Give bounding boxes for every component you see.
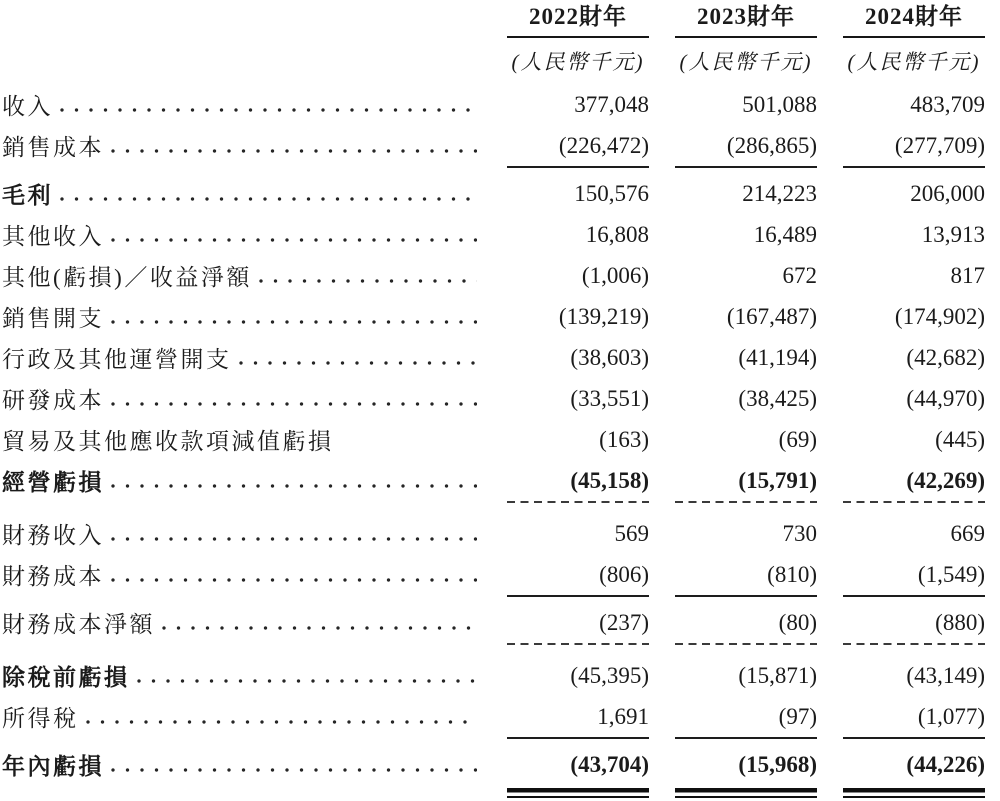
row-label-cell <box>2 464 481 497</box>
column-header-fy2023: 2023財年 <box>675 0 817 38</box>
table-row <box>2 84 985 125</box>
row-label-cell <box>2 129 481 162</box>
column-rule <box>507 595 649 597</box>
dot-leader <box>341 426 478 449</box>
table-row <box>2 125 985 166</box>
column-rule <box>675 643 817 645</box>
row-value-fy2022: (38,603) <box>570 344 649 370</box>
row-value-fy2022: (226,472) <box>558 132 649 158</box>
row-value-fy2023: (69) <box>778 426 817 452</box>
row-value-fy2023: 501,088 <box>742 91 817 117</box>
column-rule <box>843 643 985 645</box>
column-rule <box>843 595 985 597</box>
table-body <box>2 84 985 801</box>
row-value-fy2022: (163) <box>599 426 649 452</box>
table-row <box>2 655 985 696</box>
table-row <box>2 214 985 255</box>
dot-leader <box>60 91 477 114</box>
row-label-cell <box>2 659 481 692</box>
rule-row <box>2 595 985 602</box>
table-row <box>2 696 985 737</box>
dot-leader <box>111 221 477 244</box>
row-value-fy2024: (1,077) <box>917 703 985 729</box>
column-rule <box>843 737 985 739</box>
row-label: 經營虧損 <box>2 470 104 495</box>
dot-leader <box>111 132 477 155</box>
column-rule <box>843 788 985 799</box>
row-value-fy2022: (33,551) <box>570 385 649 411</box>
column-header-fy2022: 2022財年 <box>507 0 649 38</box>
column-header-fy2024: 2024財年 <box>843 0 985 38</box>
table-row <box>2 296 985 337</box>
column-rule <box>843 166 985 168</box>
row-label: 毛利 <box>2 183 53 208</box>
row-value-fy2024: 483,709 <box>910 91 985 117</box>
row-label-cell <box>2 606 481 639</box>
unit-note-fy2023: (人民幣千元) <box>679 50 813 74</box>
column-rule <box>507 788 649 799</box>
row-value-fy2023: (38,425) <box>738 385 817 411</box>
row-label-cell <box>2 300 481 333</box>
row-value-fy2024: 669 <box>950 520 985 546</box>
table-row <box>2 419 985 460</box>
row-value-fy2023: (80) <box>778 609 817 635</box>
row-value-fy2023: (41,194) <box>738 344 817 370</box>
row-label-cell <box>2 382 481 415</box>
dot-leader <box>239 344 478 367</box>
row-value-fy2024: (44,970) <box>906 385 985 411</box>
row-label: 銷售成本 <box>2 135 104 160</box>
row-label-cell <box>2 218 481 251</box>
column-rule <box>675 595 817 597</box>
rule-row <box>2 643 985 655</box>
row-label: 除稅前虧損 <box>2 665 130 690</box>
row-value-fy2023: (15,871) <box>738 662 817 688</box>
row-value-fy2024: (277,709) <box>894 132 985 158</box>
row-value-fy2022: 377,048 <box>574 91 649 117</box>
table-row <box>2 460 985 501</box>
unit-note-fy2022: (人民幣千元) <box>511 50 645 74</box>
column-rule <box>843 501 985 503</box>
dot-leader <box>60 180 477 203</box>
row-label-cell <box>2 177 481 210</box>
row-label-cell <box>2 341 481 374</box>
row-label: 研發成本 <box>2 388 104 413</box>
table-row <box>2 255 985 296</box>
row-value-fy2024: 817 <box>950 262 985 288</box>
row-value-fy2022: (237) <box>599 609 649 635</box>
dot-leader <box>111 520 477 543</box>
row-value-fy2022: 569 <box>614 520 649 546</box>
column-rule <box>675 166 817 168</box>
row-label: 其他(虧損)／收益淨額 <box>2 265 252 290</box>
table-row <box>2 378 985 419</box>
row-value-fy2022: (45,395) <box>570 662 649 688</box>
column-rule <box>675 788 817 799</box>
row-label: 收入 <box>2 94 53 119</box>
row-label: 銷售開支 <box>2 306 104 331</box>
row-label: 行政及其他運營開支 <box>2 347 232 372</box>
dot-leader <box>259 262 477 285</box>
rule-row <box>2 501 985 513</box>
dot-leader <box>86 703 478 726</box>
row-value-fy2023: (286,865) <box>726 132 817 158</box>
column-rule <box>675 737 817 739</box>
row-value-fy2024: (42,269) <box>906 467 985 493</box>
dot-leader <box>111 467 477 490</box>
row-value-fy2024: (445) <box>935 426 985 452</box>
row-value-fy2022: 16,808 <box>585 221 649 247</box>
row-value-fy2024: (1,549) <box>917 561 985 587</box>
rule-row <box>2 737 985 744</box>
table-row <box>2 513 985 554</box>
dot-leader <box>111 303 477 326</box>
row-label: 貿易及其他應收款項減值虧損 <box>2 429 334 454</box>
row-value-fy2023: (15,968) <box>738 751 817 777</box>
rule-row <box>2 166 985 173</box>
row-value-fy2024: 206,000 <box>910 180 985 206</box>
dot-leader <box>137 662 478 685</box>
row-label: 財務成本 <box>2 564 104 589</box>
row-label-cell <box>2 88 481 121</box>
row-value-fy2022: (45,158) <box>570 467 649 493</box>
row-value-fy2022: 150,576 <box>574 180 649 206</box>
column-rule <box>507 501 649 503</box>
row-label-cell <box>2 558 481 591</box>
dot-leader <box>111 561 477 584</box>
unit-note-fy2024: (人民幣千元) <box>847 50 981 74</box>
row-value-fy2024: (42,682) <box>906 344 985 370</box>
column-rule <box>507 643 649 645</box>
table-row <box>2 173 985 214</box>
row-value-fy2022: (139,219) <box>558 303 649 329</box>
column-rule <box>675 501 817 503</box>
row-value-fy2023: (15,791) <box>738 467 817 493</box>
row-label: 財務成本淨額 <box>2 612 155 637</box>
row-label: 所得稅 <box>2 706 79 731</box>
dot-leader <box>162 609 477 632</box>
dot-leader <box>111 751 477 774</box>
row-value-fy2024: (174,902) <box>894 303 985 329</box>
row-value-fy2024: (44,226) <box>906 751 985 777</box>
table-row <box>2 337 985 378</box>
row-label: 年內虧損 <box>2 754 104 779</box>
row-label-cell <box>2 423 481 456</box>
table-unit-row <box>2 38 985 84</box>
row-value-fy2024: (43,149) <box>906 662 985 688</box>
row-value-fy2023: (810) <box>767 561 817 587</box>
column-rule <box>507 166 649 168</box>
row-value-fy2023: 730 <box>782 520 817 546</box>
row-value-fy2024: 13,913 <box>921 221 985 247</box>
row-value-fy2023: (167,487) <box>726 303 817 329</box>
row-label: 其他收入 <box>2 224 104 249</box>
row-label-cell <box>2 748 481 781</box>
table-row <box>2 744 985 785</box>
row-label-cell <box>2 259 481 292</box>
rule-row <box>2 785 985 801</box>
row-label: 財務收入 <box>2 523 104 548</box>
dot-leader <box>111 385 477 408</box>
table-row <box>2 602 985 643</box>
row-value-fy2023: (97) <box>778 703 817 729</box>
row-value-fy2023: 16,489 <box>753 221 817 247</box>
row-value-fy2023: 214,223 <box>742 180 817 206</box>
row-label-cell <box>2 517 481 550</box>
table-row <box>2 554 985 595</box>
row-value-fy2022: (43,704) <box>570 751 649 777</box>
row-value-fy2022: 1,691 <box>597 703 649 729</box>
row-value-fy2022: (1,006) <box>581 262 649 288</box>
column-rule <box>507 737 649 739</box>
row-value-fy2023: 672 <box>782 262 817 288</box>
row-label-cell <box>2 700 481 733</box>
row-value-fy2022: (806) <box>599 561 649 587</box>
table-header-row <box>2 4 985 38</box>
row-value-fy2024: (880) <box>935 609 985 635</box>
